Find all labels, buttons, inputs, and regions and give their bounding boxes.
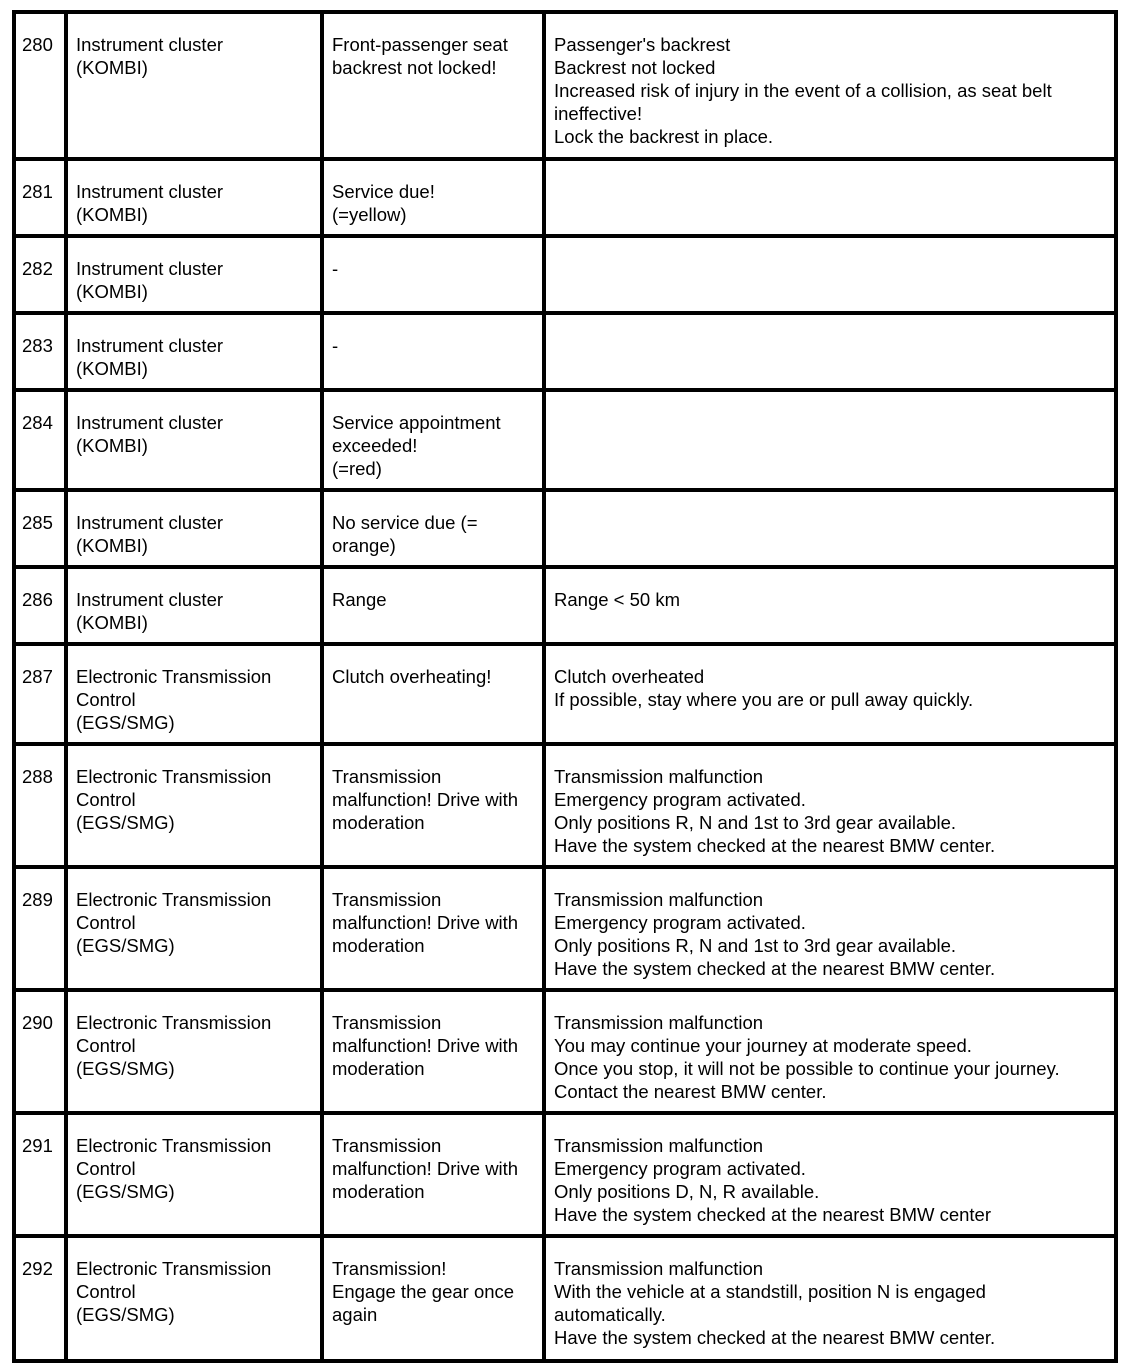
table-row	[14, 1236, 1116, 1361]
row-number: 284	[14, 390, 66, 490]
table-row	[14, 159, 1116, 236]
message-text: Transmission malfunction! Drive with moderation	[322, 990, 544, 1113]
message-text: Transmission! Engage the gear once again	[322, 1236, 544, 1361]
info-text	[544, 313, 1116, 390]
table-row	[14, 990, 1116, 1113]
info-text: Range < 50 km	[544, 567, 1116, 644]
row-number: 289	[14, 867, 66, 990]
row-number: 292	[14, 1236, 66, 1361]
row-number: 291	[14, 1113, 66, 1236]
control-unit: Instrument cluster (KOMBI)	[66, 567, 322, 644]
row-number: 280	[14, 12, 66, 159]
message-text: -	[322, 313, 544, 390]
row-number: 287	[14, 644, 66, 744]
table-row	[14, 313, 1116, 390]
info-text	[544, 490, 1116, 567]
message-text: Transmission malfunction! Drive with moderation	[322, 1113, 544, 1236]
info-text: Transmission malfunction You may continue your journey at moderate speed. Once you stop, it will not be possible to continue your journey. Contact the nearest BMW center.	[544, 990, 1116, 1113]
control-unit: Instrument cluster (KOMBI)	[66, 490, 322, 567]
table-row	[14, 567, 1116, 644]
row-number: 282	[14, 236, 66, 313]
row-number: 290	[14, 990, 66, 1113]
table-row	[14, 12, 1116, 159]
control-unit: Electronic Transmission Control (EGS/SMG)	[66, 644, 322, 744]
info-text	[544, 236, 1116, 313]
message-text: Front-passenger seat backrest not locked!	[322, 12, 544, 159]
control-unit: Electronic Transmission Control (EGS/SMG)	[66, 867, 322, 990]
message-text: No service due (= orange)	[322, 490, 544, 567]
control-unit: Instrument cluster (KOMBI)	[66, 390, 322, 490]
info-text	[544, 390, 1116, 490]
info-text: Transmission malfunction Emergency program activated. Only positions R, N and 1st to 3rd gear available. Have the system checked at the nearest BMW center.	[544, 867, 1116, 990]
message-text: Service due! (=yellow)	[322, 159, 544, 236]
table-row	[14, 236, 1116, 313]
message-text: Transmission malfunction! Drive with moderation	[322, 744, 544, 867]
info-text: Transmission malfunction With the vehicle at a standstill, position N is engaged automatically. Have the system checked at the nearest BMW center.	[544, 1236, 1116, 1361]
check-control-table	[12, 10, 1118, 1363]
table-row	[14, 490, 1116, 567]
row-number: 288	[14, 744, 66, 867]
info-text	[544, 159, 1116, 236]
info-text: Transmission malfunction Emergency program activated. Only positions R, N and 1st to 3rd gear available. Have the system checked at the nearest BMW center.	[544, 744, 1116, 867]
table-row	[14, 867, 1116, 990]
control-unit: Instrument cluster (KOMBI)	[66, 159, 322, 236]
table-row	[14, 390, 1116, 490]
message-text: Service appointment exceeded! (=red)	[322, 390, 544, 490]
row-number: 281	[14, 159, 66, 236]
info-text: Passenger's backrest Backrest not locked Increased risk of injury in the event of a collision, as seat belt ineffective! Lock the backrest in place.	[544, 12, 1116, 159]
row-number: 283	[14, 313, 66, 390]
table-row	[14, 744, 1116, 867]
table-row	[14, 644, 1116, 744]
control-unit: Electronic Transmission Control (EGS/SMG)	[66, 1113, 322, 1236]
message-text: -	[322, 236, 544, 313]
control-unit: Electronic Transmission Control (EGS/SMG)	[66, 1236, 322, 1361]
table-row	[14, 1113, 1116, 1236]
message-text: Transmission malfunction! Drive with moderation	[322, 867, 544, 990]
row-number: 286	[14, 567, 66, 644]
info-text: Transmission malfunction Emergency program activated. Only positions D, N, R available. Have the system checked at the nearest BMW center	[544, 1113, 1116, 1236]
control-unit: Instrument cluster (KOMBI)	[66, 313, 322, 390]
control-unit: Instrument cluster (KOMBI)	[66, 236, 322, 313]
control-unit: Electronic Transmission Control (EGS/SMG)	[66, 990, 322, 1113]
message-text: Clutch overheating!	[322, 644, 544, 744]
control-unit: Electronic Transmission Control (EGS/SMG)	[66, 744, 322, 867]
control-unit: Instrument cluster (KOMBI)	[66, 12, 322, 159]
row-number: 285	[14, 490, 66, 567]
info-text: Clutch overheated If possible, stay where you are or pull away quickly.	[544, 644, 1116, 744]
message-text: Range	[322, 567, 544, 644]
